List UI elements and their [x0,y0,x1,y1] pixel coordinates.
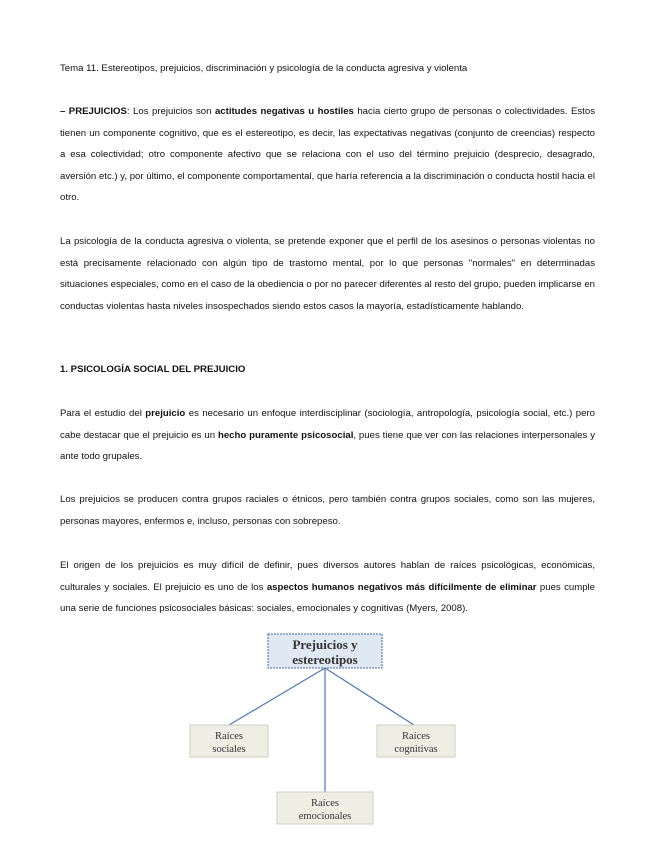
node-emotional-line2: emocionales [298,811,352,822]
node-social-line1: Raíces [215,731,243,742]
connector-root-left [229,668,325,725]
root-label-line2: estereotipos [292,652,358,667]
term-prejuicios: – PREJUICIOS [60,106,127,117]
document-title: Tema 11. Estereotipos, prejuicios, discriminación y psicología de la conducta agresiva y violenta [60,63,468,74]
paragraph-grupos: Los prejuicios se producen contra grupos raciales o étnicos, pero también contra grupos sociales, como son las mujeres, personas mayores, enfermos e, incluso, personas con sobrepeso. [60,494,595,527]
diagram-node-emotional [277,792,373,824]
node-cognitive-line2: cognitivas [394,744,438,755]
paragraph-conducta-agresiva: La psicología de la conducta agresiva o violenta, se pretende exponer que el perfil de los asesinos o personas violentas no está precisamente relacionado con algún tipo de trastorno mental, por lo que personas "normales" en determinadas situaciones especiales, como en el caso de la obediencia o por no parecer diferentes al resto del grupo, pueden implicarse en conductas violentas hasta niveles insospechados siendo estos casos la mayoría, estadísticamente hablando. [60,236,595,312]
node-emotional-line1: Raíces [311,798,339,809]
connector-root-right [325,668,414,725]
diagram-root-node [268,634,382,668]
node-social-line2: sociales [212,744,246,755]
root-label-line1: Prejuicios y [292,637,358,652]
diagram-node-cognitive [377,725,455,757]
node-cognitive-line1: Raíces [402,731,430,742]
emphasis-aspectos-negativos: aspectos humanos negativos más difícilmente de eliminar [266,581,537,593]
section-heading: 1. PSICOLOGÍA SOCIAL DEL PREJUICIO [60,364,246,375]
emphasis-hecho-psicosocial: hecho puramente psicosocial [217,429,354,441]
emphasis-prejuicio: prejuicio [145,408,186,419]
paragraph-origen: El origen de los prejuicios es muy difícil de definir, pues diversos autores hablan de raíces psicológicas, económicas, culturales y sociales. El prejuicio es uno de los aspectos humanos negativos más difícilmente de eliminar pues cumple una serie de funciones psicosociales básicas: sociales, emocionales y cognitivas (Myers, 2008). [60,560,595,615]
diagram-node-social [190,725,268,757]
paragraph-prejuicios: – PREJUICIOS: Los prejuicios son actitudes negativas u hostiles hacia cierto grupo de personas o colectividades. Estos tienen un componente cognitivo, que es el estereotipo, es decir, las expectativas negativas (conjunto de creencias) respecto a esa colectividad; otro componente afectivo que se relaciona con el uso del término prejuicio (desprecio, desagrado, aversión etc.) y, por último, el componente comportamental, que haría referencia a la discriminación o conducta hostil hacia el otro. [60,106,595,204]
emphasis-actitudes: actitudes negativas u hostiles [214,106,354,117]
paragraph-estudio-prejuicio: Para el estudio del prejuicio es necesario un enfoque interdisciplinar (sociología, antropología, psicología social, etc.) pero cabe destacar que el prejuicio es un hecho puramente psicosocial, pues tiene que ver con las relaciones interpersonales y ante todo grupales. [60,408,596,463]
